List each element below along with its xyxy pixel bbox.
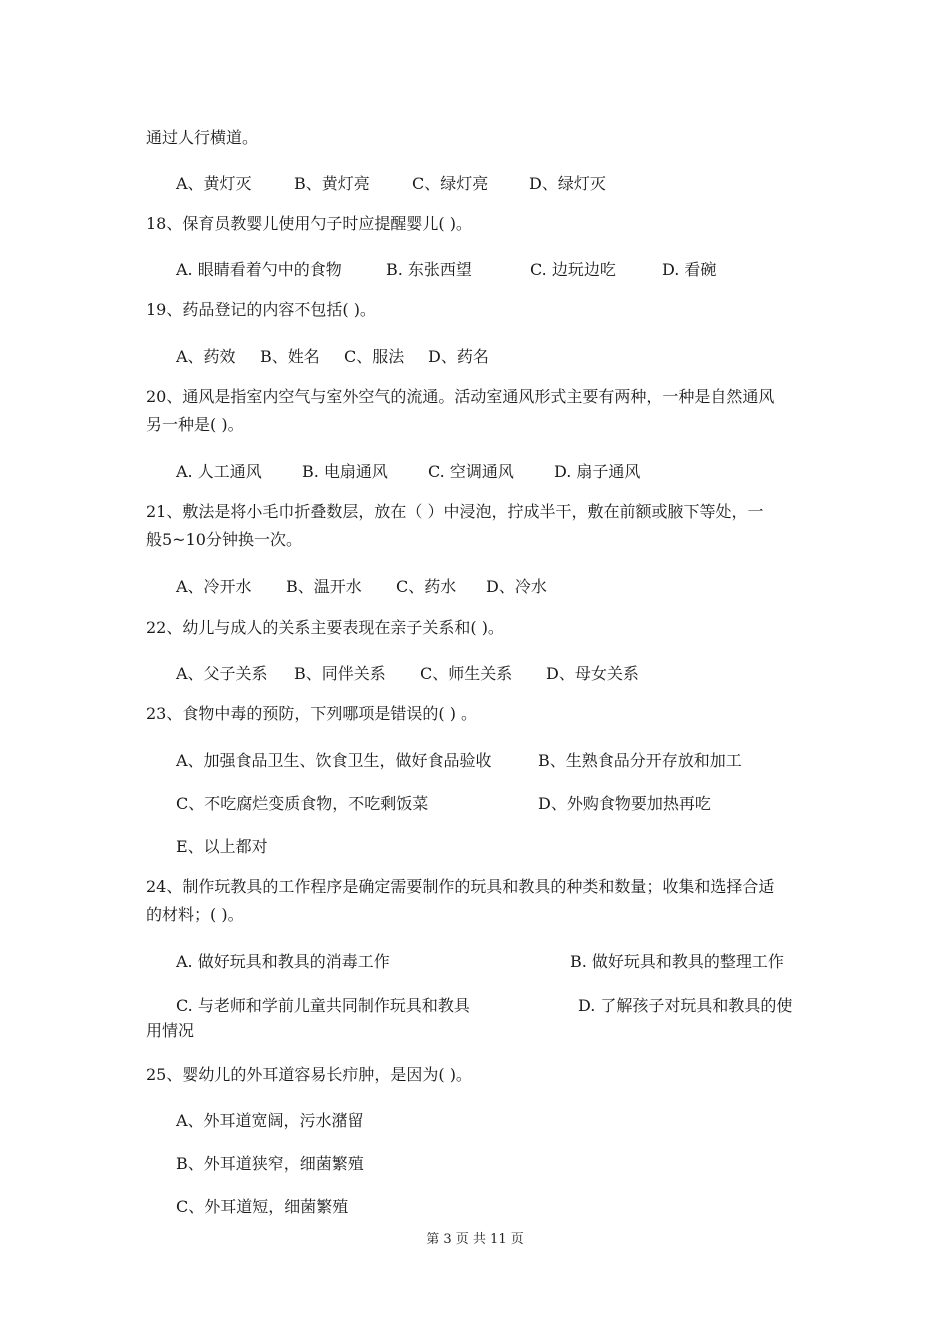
option-a: A、外耳道宽阔，污水潴留 (176, 1111, 364, 1130)
option-b: B、温开水 (286, 577, 362, 596)
question-25: 25、婴幼儿的外耳道容易长疖肿，是因为( )。 (146, 1065, 472, 1084)
option-a: A、父子关系 (176, 664, 268, 683)
option-a: A、黄灯灭 (176, 174, 252, 193)
option-c: C、不吃腐烂变质食物，不吃剩饭菜 (176, 794, 429, 813)
option-a: A. 人工通风 (176, 462, 262, 481)
option-a: A. 眼睛看着勺中的食物 (176, 260, 342, 279)
question-18: 18、保育员教婴儿使用勺子时应提醒婴儿( )。 (146, 214, 472, 233)
page-footer: 第 3 页 共 11 页 (426, 1232, 524, 1247)
option-a: A、加强食品卫生、饮食卫生，做好食品验收 (176, 751, 492, 770)
option-b: B、外耳道狭窄，细菌繁殖 (176, 1154, 364, 1173)
option-c: C、外耳道短，细菌繁殖 (176, 1197, 349, 1216)
option-b: B、生熟食品分开存放和加工 (538, 751, 742, 770)
option-c: C. 边玩边吃 (530, 260, 616, 279)
option-b: B、姓名 (260, 347, 320, 366)
option-d: D. 扇子通风 (554, 462, 641, 481)
option-c: C、服法 (344, 347, 405, 366)
option-d: D、绿灯灭 (529, 174, 606, 193)
text-line-q17-end: 通过人行横道。 (146, 128, 259, 147)
question-21-line1: 21、敷法是将小毛巾折叠数层，放在（ ）中浸泡，拧成半干，敷在前额或腋下等处，一 (146, 502, 764, 521)
option-e: E、以上都对 (176, 837, 268, 856)
question-21-line2: 般5~10分钟换一次。 (146, 530, 302, 549)
question-24-line2: 的材料；( )。 (146, 905, 244, 924)
option-d: D、母女关系 (546, 664, 639, 683)
option-c: C. 空调通风 (428, 462, 514, 481)
option-d: D、冷水 (486, 577, 547, 596)
option-d-continuation: 用情况 (146, 1021, 195, 1040)
question-22: 22、幼儿与成人的关系主要表现在亲子关系和( )。 (146, 618, 504, 637)
question-19: 19、药品登记的内容不包括( )。 (146, 300, 376, 319)
option-b: B. 电扇通风 (302, 462, 388, 481)
option-d: D. 看碗 (662, 260, 717, 279)
option-c: C、师生关系 (420, 664, 513, 683)
option-a: A. 做好玩具和教具的消毒工作 (176, 952, 390, 971)
option-a: A、药效 (176, 347, 236, 366)
option-d: D、药名 (428, 347, 489, 366)
option-a: A、冷开水 (176, 577, 252, 596)
option-b: B. 东张西望 (386, 260, 472, 279)
question-20-line1: 20、通风是指室内空气与室外空气的流通。活动室通风形式主要有两种，一种是自然通风 (146, 387, 775, 406)
option-b: B、黄灯亮 (294, 174, 370, 193)
option-d: D、外购食物要加热再吃 (538, 794, 711, 813)
option-b: B. 做好玩具和教具的整理工作 (570, 952, 784, 971)
option-c: C、绿灯亮 (412, 174, 489, 193)
option-d: D. 了解孩子对玩具和教具的使 (578, 996, 793, 1015)
question-23: 23、食物中毒的预防，下列哪项是错误的( ) 。 (146, 704, 478, 723)
question-24-line1: 24、制作玩教具的工作程序是确定需要制作的玩具和教具的种类和数量；收集和选择合适 (146, 877, 775, 896)
option-c: C. 与老师和学前儿童共同制作玩具和教具 (176, 996, 470, 1015)
question-20-line2: 另一种是( )。 (146, 415, 244, 434)
option-b: B、同伴关系 (294, 664, 386, 683)
option-c: C、药水 (396, 577, 457, 596)
